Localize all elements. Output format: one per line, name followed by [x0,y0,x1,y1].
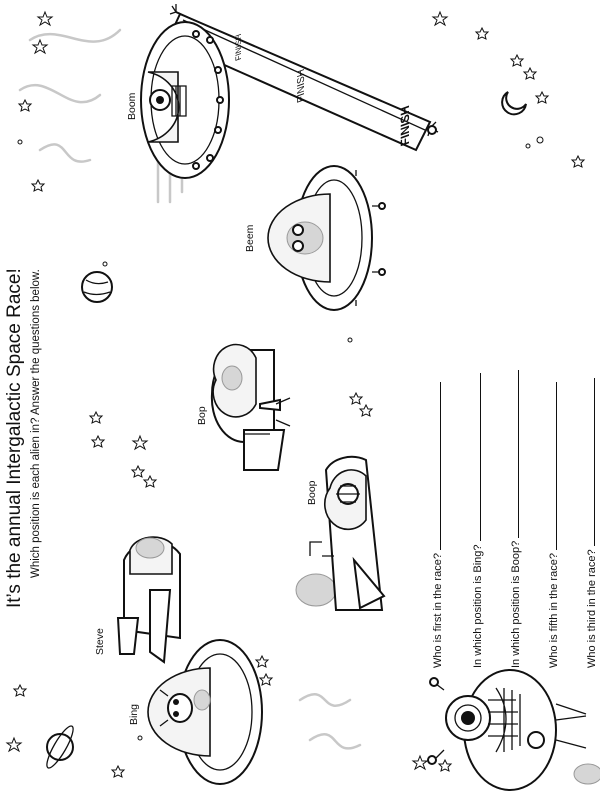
question-4 [546,382,560,668]
answer-line-3[interactable] [508,370,519,538]
stars [7,12,584,777]
ufo-bing [148,640,262,784]
question-2 [470,373,484,668]
alien-label-bing: Bing [128,703,140,725]
alien-label-steve: Steve [94,628,106,655]
ship-steve [118,537,180,662]
ufo-beem [268,166,385,310]
question-5 [584,378,598,668]
question-4-text: Who is fifth in the race? [548,553,560,668]
worksheet-title: It’s the annual Intergalactic Space Race! [4,268,25,608]
big-alien-mascot [428,670,600,790]
answer-line-4[interactable] [546,382,557,550]
question-5-text: Who is third in the race? [586,549,598,668]
answer-line-1[interactable] [430,382,441,550]
question-1 [430,382,444,668]
alien-label-boop: Boop [306,480,318,505]
worksheet-subtitle: Which position is each alien in? Answer the questions below. [30,269,42,578]
finish-banner-text-small: FINISH [296,67,307,104]
answer-line-2[interactable] [470,373,481,541]
ship-bop [212,345,290,470]
alien-label-bop: Bop [196,406,208,425]
moon [502,92,526,114]
question-2-text: In which position is Bing? [472,544,484,668]
alien-label-beem: Beem [244,224,256,252]
answer-line-5[interactable] [584,378,595,546]
finish-banner-text-tiny: FINISH [234,32,243,62]
question-3-text: In which position is Boop? [510,540,522,668]
finish-banner-text: FINISH [398,103,412,148]
planet-ringed [43,723,77,771]
planet-small [82,272,112,302]
question-1-text: Who is first in the race? [432,553,444,668]
ufo-boom [141,22,229,202]
question-3 [508,370,522,668]
alien-label-boom: Boom [126,92,138,120]
